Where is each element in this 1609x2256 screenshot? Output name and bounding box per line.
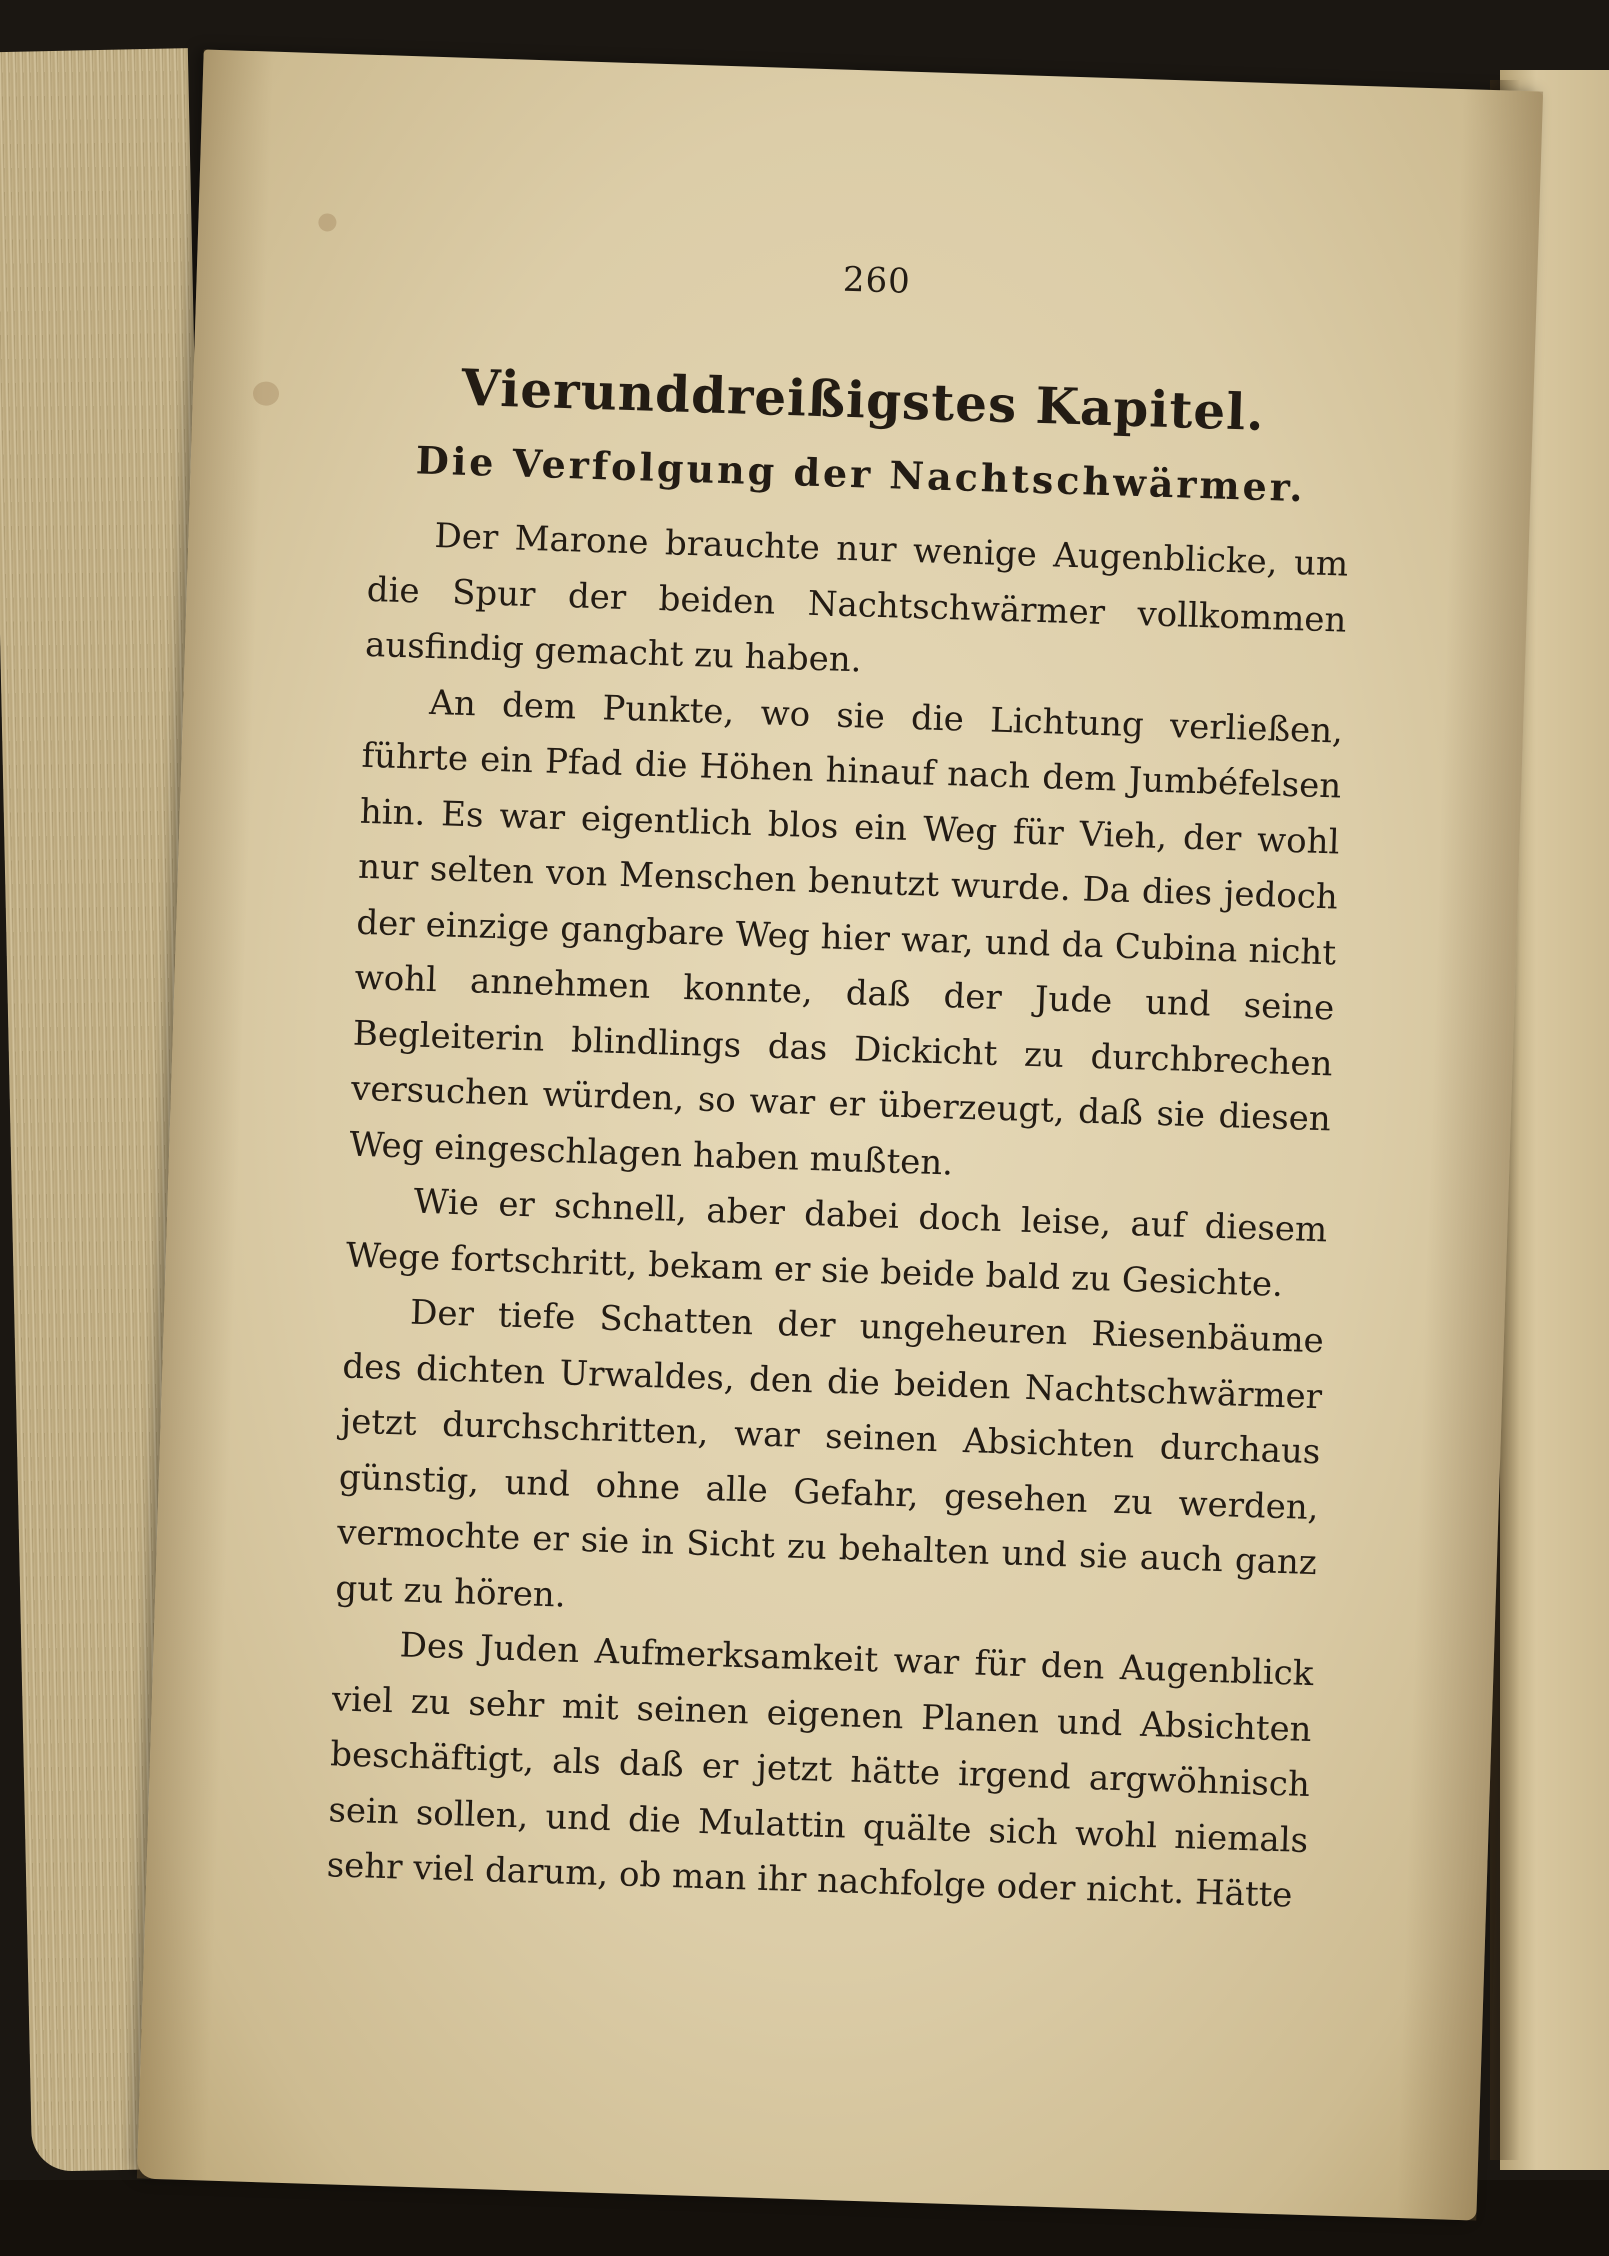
- chapter-title: Vierunddreißigstes Kapitel.: [460, 357, 1266, 442]
- chapter-subtitle: Die Verfolgung der Nachtschwärmer.: [415, 437, 1307, 511]
- book-page: [137, 49, 1543, 2220]
- paragraph: Wie er schnell, aber dabei doch leise, auf diesem Wege fortschritt, bekam er sie beide bald zu Gesichte.: [345, 1181, 1328, 1305]
- paragraph: Der Marone brauchte nur wenige Augenblicke, um die Spur der beiden Nachtschwärmer vollkommen ausfindig gemacht zu haben.: [364, 515, 1349, 681]
- page-number: 260: [842, 259, 912, 302]
- paragraph: An dem Punkte, wo sie die Lichtung verließen, führte ein Pfad die Höhen hinauf nach dem Jumbéfelsen hin. Es war eigentlich blos ein Weg für Vieh, der wohl nur selten von Menschen benutzt wurde. Da dies jedoch der einzige gangbare Weg hier war, und da Cubina nicht wohl annehmen konnte, daß der Jude und seine Begleiterin blindlings das Dickicht zu durchbrechen versuchen würden, so war er überzeugt, daß sie diesen Weg eingeschlagen haben mußten.: [348, 682, 1344, 1184]
- stain: [253, 381, 280, 406]
- stain: [318, 213, 337, 232]
- paragraph: Des Juden Aufmerksamkeit war für den Augenblick viel zu sehr mit seinen eigenen Planen und Absichten beschäftigt, als daß er jetzt hätte irgend argwöhnisch sein sollen, und die Mulattin quälte sich wohl niemals sehr viel darum, ob man ihr nachfolge oder nicht. Hätte: [326, 1625, 1314, 1916]
- page-content: [326, 245, 1357, 1924]
- paragraph: Der tiefe Schatten der ungeheuren Riesenbäume des dichten Urwaldes, den die beiden Nachtschwärmer jetzt durchschritten, war seinen Absichten durchaus günstig, und ohne alle Gefahr, gesehen zu werden, vermochte er sie in Sicht zu behalten und sie auch ganz gut zu hören.: [334, 1292, 1325, 1616]
